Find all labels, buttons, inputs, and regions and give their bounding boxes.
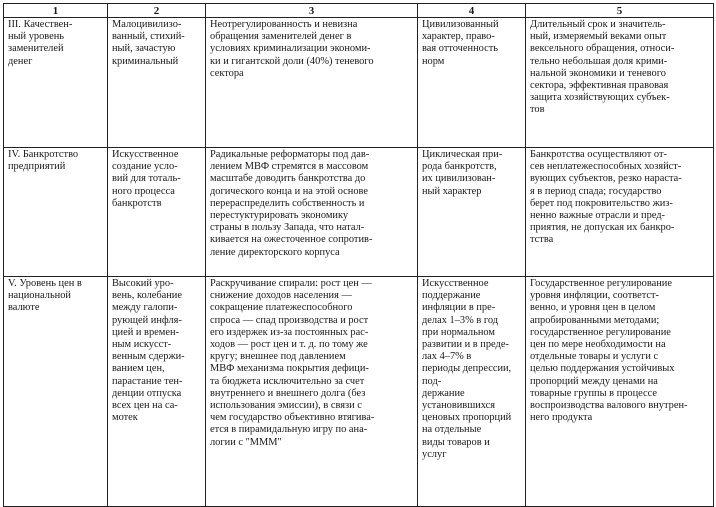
column-header-1: 1 [4, 4, 108, 18]
table-row [4, 148, 714, 277]
column-header-5: 5 [526, 4, 714, 18]
row-label-cell: V. Уровень цен в национальной валюте [4, 277, 108, 507]
table-cell: Неотрегулированность и невизна обращения заменителей денег в условиях криминализации экономи- ки и гигантской доли (40%) теневого сектора [206, 18, 418, 148]
table-cell: Высокий уро- вень, колебание между галопи- рующей инфля- цией и времен- ным искусст- венным сдержи- ванием цен, парастание тен- денции отпуска всех цен на са- мотек [108, 277, 206, 507]
table-cell: Искусственное создание усло- вий для тоталь- ного процесса банкротств [108, 148, 206, 277]
table-cell: Цивилизованный характер, право- вая отточенность норм [418, 18, 526, 148]
row-label-cell: IV. Банкротство предприятий [4, 148, 108, 277]
table-cell: Раскручивание спирали: рост цен — снижение доходов населения — сокращение платежеспособного спроса — спад производства и рост его издержек из-за постоянных рас- ходов — рост цен и т. д. по тому же кругу; внешнее под давлением МВФ механизма покрытия дефици- та бюджета исключительно за счет внутреннего и внешнего долга (без использования эмиссии), в связи с чем государство объективно втягива- ется в пирамидальную игру по ана- логии с "МММ" [206, 277, 418, 507]
table-row [4, 18, 714, 148]
table-row [4, 277, 714, 507]
table-cell: Радикальные реформаторы под дав- лением МВФ стремятся в массовом масштабе доводить банкротства до догического конца и на этой основе перераспределить собственность и перестуктурировать экономику страны в пользу Запада, что натал- кивается на ожесточенное сопротив- ление директорского корпуса [206, 148, 418, 277]
table-cell: Государственное регулирование уровня инфляции, соответст- венно, и уровня цен в целом апробированными методами; государственное регулирование цен по мере необходимости на отдельные товары и услуги с целью поддержания устойчивых пропорций между ценами на товарные группы в процессе воспроизводства валового внутрен- него продукта [526, 277, 714, 507]
column-header-4: 4 [418, 4, 526, 18]
row-label-cell: III. Качествен- ный уровень заменителей денег [4, 18, 108, 148]
column-header-2: 2 [108, 4, 206, 18]
table-cell: Искусственное поддержание инфляции в пре- делах 1–3% в год при нормальном развитии и в преде- лах 4–7% в периоды депрессии, под- держание установившихся ценовых пропорций на отдельные виды товаров и услуг [418, 277, 526, 507]
header-row [4, 4, 714, 18]
table-cell: Малоцивилизо- ванный, стихий- ный, зачастую криминальный [108, 18, 206, 148]
table-cell: Циклическая при- рода банкротств, их цивилизован- ный характер [418, 148, 526, 277]
comparison-table [3, 3, 714, 507]
column-header-3: 3 [206, 4, 418, 18]
table-cell: Длительный срок и значитель- ный, измеряемый веками опыт вексельного обращения, относи- тельно небольшая доля крими- нальной экономики и теневого сектора, эффективная правовая защита хозяйствующих субъек- тов [526, 18, 714, 148]
table-cell: Банкротства осуществляют от- сев неплатежеспособных хозяйст- вующих субъектов, резко нараста- я в период спада; государство берет под покровительство жиз- ненно важные отрасли и пред- приятия, не допуская их банкро- тства [526, 148, 714, 277]
